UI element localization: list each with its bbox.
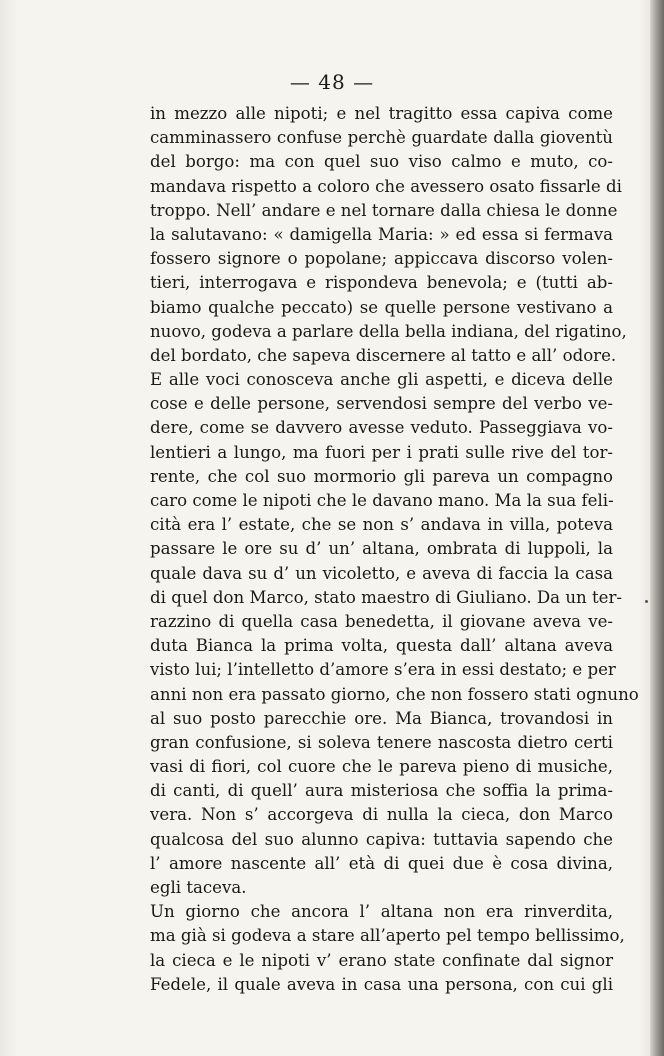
text-line: la salutavano: « damigella Maria: » ed essa si fermava <box>150 224 613 244</box>
text-line: egli taceva. <box>150 878 247 897</box>
text-line: vera. Non s’ accorgeva di nulla la cieca, don Marco <box>150 805 613 825</box>
text-line: anni non era passato giorno, che non fossero stati ognuno <box>150 684 639 704</box>
text-line: duta Bianca la prima volta, questa dall’ altana aveva <box>150 636 613 656</box>
text-line: qualcosa del suo alunno capiva: tuttavia sapendo che <box>150 829 613 849</box>
text-line: quale dava su d’ un vicoletto, e aveva di faccia la casa <box>150 563 613 583</box>
text-line: la cieca e le nipoti v’ erano state confinate dal signor <box>150 950 613 970</box>
text-line: cità era l’ estate, che se non s’ andava in villa, poteva <box>150 515 613 535</box>
text-line: Un giorno che ancora l’ altana non era rinverdita, <box>150 902 613 922</box>
text-line: vasi di fiori, col cuore che le pareva pieno di musiche, <box>150 757 613 777</box>
text-line: Fedele, il quale aveva in casa una persona, con cui gli <box>150 974 613 994</box>
text-line: caro come le nipoti che le davano mano. Ma la sua feli- <box>150 491 614 510</box>
text-line: l’ amore nascente all’ età di quei due è cosa divina, <box>150 853 613 873</box>
text-line: cose e delle persone, servendosi sempre del verbo ve- <box>150 394 613 414</box>
page-number: — 48 — <box>289 70 375 94</box>
text-line: del bordato, che sapeva discernere al tatto e all’ odore. <box>150 345 617 365</box>
text-line: nuovo, godeva a parlare della bella indiana, del rigatino, <box>150 321 627 341</box>
text-line: camminassero confuse perchè guardate dalla gioventù <box>150 128 613 148</box>
body-text <box>150 102 639 997</box>
text-line: gran confusione, si soleva tenere nascosta dietro certi <box>150 732 613 752</box>
text-line: tieri, interrogava e rispondeva benevola; e (tutti ab- <box>150 273 613 293</box>
text-line: del borgo: ma con quel suo viso calmo e muto, co- <box>150 152 613 172</box>
text-line: passare le ore su d’ un’ altana, ombrata di luppoli, la <box>150 539 613 559</box>
text-line: biamo qualche peccato) se quelle persone vestivano a <box>150 297 613 317</box>
text-line: in mezzo alle nipoti; e nel tragitto essa capiva come <box>150 104 613 123</box>
text-line: lentieri a lungo, ma fuori per i prati sulle rive del tor- <box>150 442 613 462</box>
text-line: rente, che col suo mormorio gli pareva un compagno <box>150 466 613 486</box>
text-line: troppo. Nell’ andare e nel tornare dalla chiesa le donne <box>150 200 618 220</box>
text-line: fossero signore o popolane; appiccava discorso volen- <box>150 249 613 269</box>
page-edge-shadow <box>650 0 664 1056</box>
text-line: razzino di quella casa benedetta, il giovane aveva ve- <box>150 611 613 631</box>
text-line: ma già si godeva a stare all’aperto pel tempo bellissimo, <box>150 926 625 946</box>
text-line: al suo posto parecchie ore. Ma Bianca, trovandosi in <box>150 708 613 728</box>
margin-speck <box>645 600 648 603</box>
text-line: di quel don Marco, stato maestro di Giuliano. Da un ter- <box>150 587 623 607</box>
text-line: visto lui; l’intelletto d’amore s’era in essi destato; e per <box>150 660 616 680</box>
text-line: di canti, di quell’ aura misteriosa che soffia la prima- <box>150 781 613 801</box>
text-line: E alle voci conosceva anche gli aspetti, e diceva delle <box>150 370 613 390</box>
text-line: dere, come se davvero avesse veduto. Passeggiava vo- <box>150 418 613 438</box>
text-line: mandava rispetto a coloro che avessero osato fissarle di <box>150 176 622 196</box>
